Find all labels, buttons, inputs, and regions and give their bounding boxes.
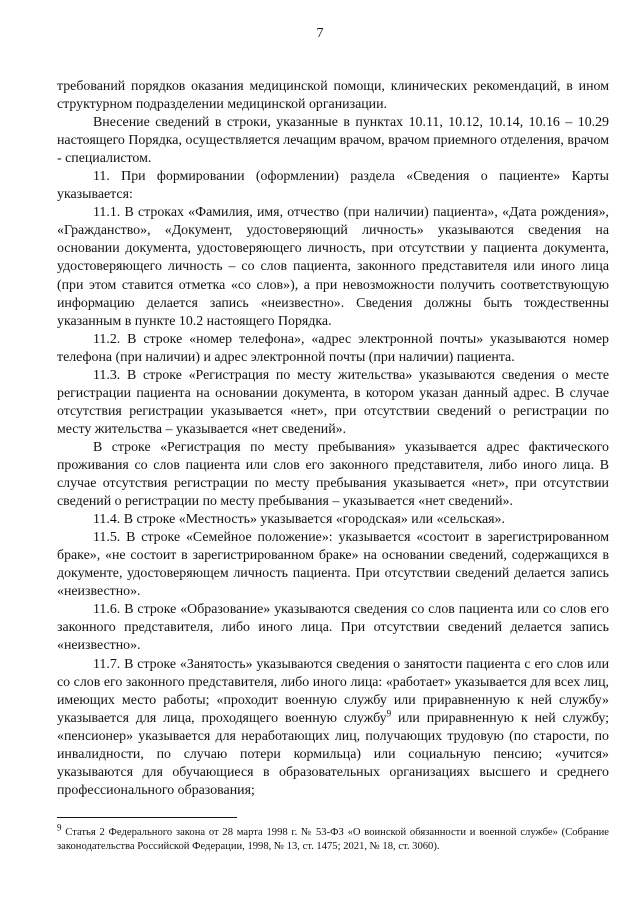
paragraph-11-3: 11.3. В строке «Регистрация по месту жительства» указываются сведения о месте регистрации пациента на основании документа, в котором указан данный адрес. В случае отсутствия регистрации указывается «нет», при отсутствии сведений о регистрации по месту жительства – указывается «нет сведений». xyxy=(57,367,609,437)
footnote-reference[interactable]: 9 xyxy=(386,708,392,719)
paragraph-11: 11. При формировании (оформлении) раздела «Сведения о пациенте» Карты указывается: xyxy=(57,169,609,203)
paragraph-11-7 xyxy=(57,656,609,800)
paragraph-11-1: 11.1. В строках «Фамилия, имя, отчество (при наличии) пациента», «Дата рождения», «Гражданство», «Документ, удостоверяющий личность» указываются сведения на основании документа, удостоверяющего личность, при отсутствии у пациента документа, удостоверяющего личность – со слов пациента, законного представителя или иного лица (при этом ставится отметка «со слов»), а при невозможности получить соответствующую информацию делается запись «неизвестно». Сведения должны быть тождественны указанным в пункте 10.2 настоящего Порядка. xyxy=(57,205,609,329)
paragraph-continuation: требований порядков оказания медицинской помощи, клинических рекомендаций, в ином структурном подразделении медицинской организации. xyxy=(57,79,609,113)
page-number: 7 xyxy=(316,26,324,41)
footnote-body: Статья 2 Федерального закона от 28 марта 1998 г. № 53-ФЗ «О воинской обязанности и военной службе» (Собрание законодательства Российской Федерации, 1998, № 13, ст. 1475; 2021, № 18, ст. 3060). xyxy=(57,827,609,852)
paragraph-11-4: 11.4. В строке «Местность» указывается «городская» или «сельская». xyxy=(93,512,505,528)
footnote-marker: 9 xyxy=(57,822,62,833)
footnote-separator xyxy=(57,817,237,818)
paragraph-11-6: 11.6. В строке «Образование» указываются сведения со слов пациента или со слов его законного представителя, либо иного лица. При отсутствии сведений делается запись «неизвестно». xyxy=(57,602,609,654)
paragraph-11-2: 11.2. В строке «номер телефона», «адрес электронной почты» указываются номер телефона (при наличии) и адрес электронной почты (при наличии) пациента. xyxy=(57,331,609,365)
footnote-text xyxy=(57,822,609,854)
paragraph-entry-rules: Внесение сведений в строки, указанные в пунктах 10.11, 10.12, 10.14, 10.16 – 10.29 настоящего Порядка, осуществляется лечащим врачом, врачом приемного отделения, врачом - специалистом. xyxy=(57,115,609,167)
paragraph-11-7-tail: или приравненную к ней службу; «пенсионер» указывается для неработающих лиц, получающих трудовую (по старости, по инвалидности, по случаю потери кормильца) или социальную пенсию; «учится» указываются для обучающиеся в образовательных организациях высшего и среднего профессионального образования; xyxy=(57,710,609,798)
paragraph-11-3-stay: В строке «Регистрация по месту пребывания» указывается адрес фактического проживания со слов пациента или слов его законного представителя, либо иного лица. В случае отсутствия регистрации по месту пребывания указывается «нет», при отсутствии сведений о регистрации по месту пребывания – указывается «нет сведений». xyxy=(57,439,609,510)
paragraph-11-7-head: 11.7. В строке «Занятость» указываются сведения о занятости пациента с его слов или со слов его законного представителя, либо иного лица: «работает» указывается для всех лиц, имеющих место работы; «проходит военную службу или приравненную к ней службу» указывается для лица, проходящего военную службу xyxy=(57,656,609,726)
footnote xyxy=(57,822,609,854)
paragraph-11-5: 11.5. В строке «Семейное положение»: указывается «состоит в зарегистрированном браке», «не состоит в зарегистрированном браке» на основании сведений, содержащихся в документе, удостоверяющем личность пациента. При отсутствии сведений делается запись «неизвестно». xyxy=(57,530,609,600)
document-body xyxy=(57,78,609,800)
